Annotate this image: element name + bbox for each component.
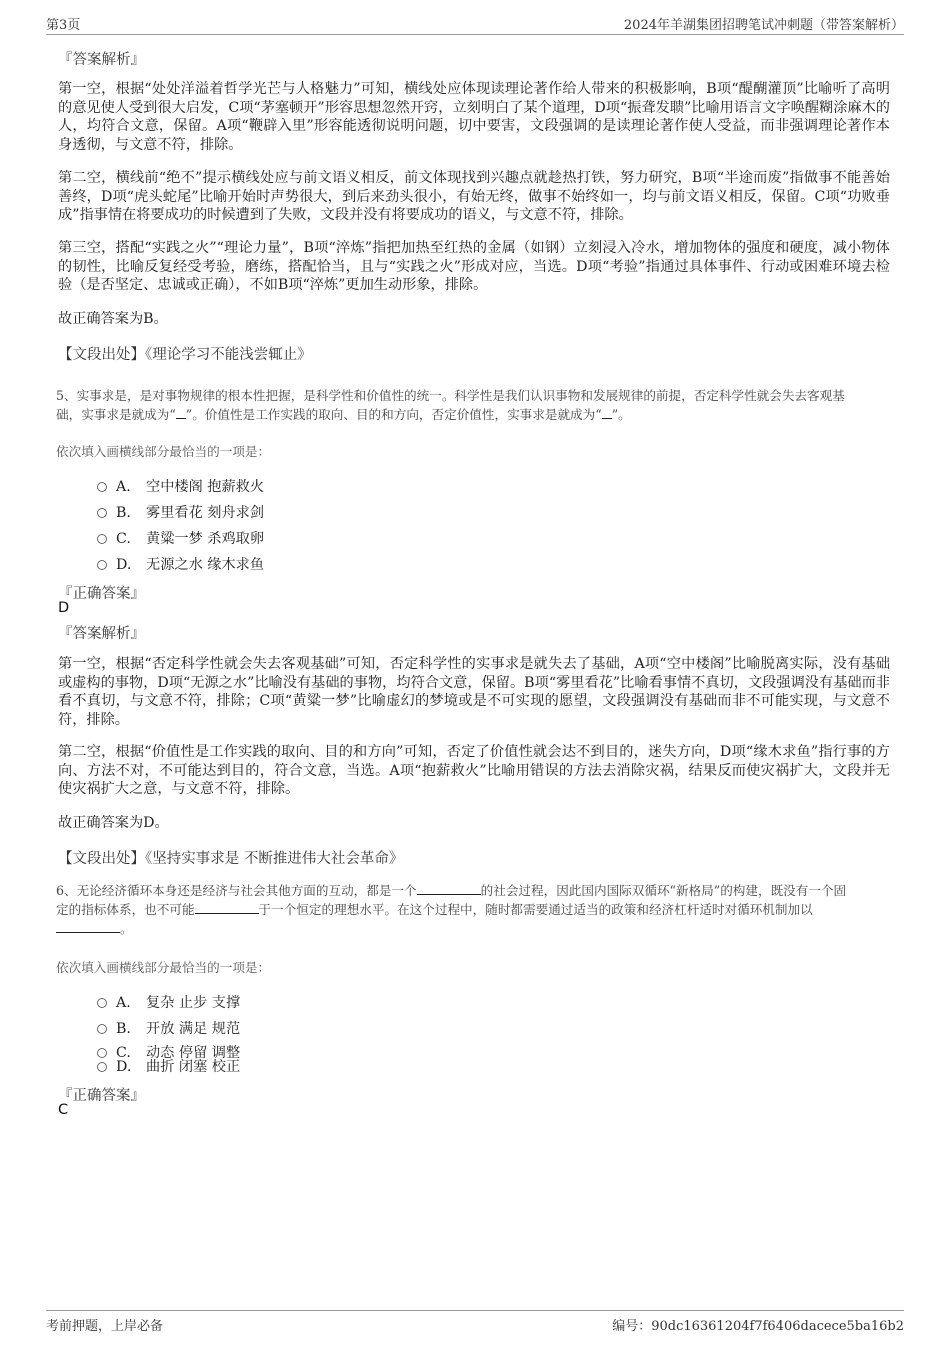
source-line: [58, 847, 403, 868]
option-b[interactable]: B. 雾里看花 刻舟求剑: [97, 502, 264, 522]
question-stem: [56, 881, 894, 938]
fill-blank: [56, 932, 120, 933]
fill-blank: [195, 913, 259, 914]
radio-icon[interactable]: [97, 482, 107, 492]
source-prefix: 【文段出处】: [58, 347, 145, 363]
option-d[interactable]: D. 无源之水 缘木求鱼: [97, 554, 264, 574]
correct-answer-label: 『正确答案』: [58, 586, 145, 602]
question-prompt: 依次填入画横线部分最恰当的一项是：: [56, 960, 271, 975]
question-stem-line: 。: [56, 919, 894, 938]
conclusion: 故正确答案为B。: [58, 311, 168, 327]
option-c[interactable]: C. 黄粱一梦 杀鸡取卵: [97, 528, 264, 548]
page-footer: [46, 1310, 904, 1333]
radio-icon[interactable]: [97, 1024, 107, 1034]
option-b[interactable]: B. 开放 满足 规范: [97, 1018, 240, 1038]
option-d[interactable]: D. 曲折 闭塞 校正: [97, 1056, 240, 1076]
source-line: [58, 343, 312, 364]
correct-answer: D: [58, 600, 70, 616]
analysis-label: 『答案解析』: [58, 626, 145, 642]
analysis-paragraph: 第一空，根据“处处洋溢着哲学光芒与人格魅力”可知，横线处应体现读理论著作给人带来的积极影响，B项“醍醐灌顶”比喻听了高明的意见使人受到很大启发，C项“茅塞顿开”形容思想忽然开窍，立刻明白了某个道理，D项“振聋发聩”比喻用语言文字唤醒糊涂麻木的人，均符合文意，保留。A项“鞭辟入里”形容能透彻说明问题，切中要害，文段强调的是读理论著作使人受益，而非强调理论著作本身透彻，与文意不符，排除。: [58, 81, 890, 153]
question-stem-line: 定的指标体系，也不可能 于一个恒定的理想水平。在这个过程中，随时都需要通过适当的政策和经济杠杆适时对循环机制加以: [56, 902, 813, 917]
analysis-paragraph: 第一空，根据“否定科学性就会失去客观基础”可知，否定科学性的实事求是就失去了基础，A项“空中楼阁”比喻脱离实际，没有基础或虚构的事物，D项“无源之水”比喻没有基础的事物，均符合文意，保留。B项“雾里看花”比喻看事情不真切，文段强调没有基础而非看不真切，与文意不符，排除；C项“黄粱一梦”比喻虚幻的梦境或是不可实现的愿望，文段强调没有基础而非不可能实现，与文意不符，排除。: [58, 656, 890, 728]
question-stem-line: 础，实事求是就成为“ ”。价值性是工作实践的取向、目的和方向，否定价值性，实事求是就成为“ ”。: [56, 407, 631, 422]
analysis-paragraph: 第二空，横线前“绝不”提示横线处应与前文语义相反，前文体现找到兴趣点就趁热打铁，努力研究，B项“半途而废”指做事不能善始善终，D项“虎头蛇尾”比喻开始时声势很大，到后来劲头很小，有始无终，做事不始终如一，均与前文语义相反，保留。C项“功败垂成”指事情在将要成功的时候遭到了失败，文段并没有将要成功的语义，与文意不符，排除。: [58, 170, 890, 223]
option-a[interactable]: A. 空中楼阁 抱薪救火: [97, 476, 264, 496]
source-prefix: 【文段出处】: [58, 851, 145, 867]
analysis-label: 『答案解析』: [58, 52, 145, 68]
source-title: 《理论学习不能浅尝辄止》: [145, 347, 312, 363]
fill-blank: [176, 418, 186, 419]
radio-icon[interactable]: [97, 998, 107, 1008]
page-number: 第3页: [46, 18, 81, 33]
question-prompt: 依次填入画横线部分最恰当的一项是：: [56, 444, 271, 459]
fill-blank: [417, 894, 481, 895]
page-header: [46, 12, 904, 35]
conclusion: 故正确答案为D。: [58, 815, 169, 831]
question-stem-line: 5、实事求是，是对事物规律的根本性把握，是科学性和价值性的统一。科学性是我们认识事物和发展规律的前提，否定科学性就会失去客观基: [56, 388, 845, 403]
source-title: 《坚持实事求是 不断推进伟大社会革命》: [145, 851, 404, 867]
radio-icon[interactable]: [97, 1062, 107, 1072]
option-a[interactable]: A. 复杂 止步 支撑: [97, 992, 240, 1012]
correct-answer: C: [58, 1102, 69, 1118]
radio-icon[interactable]: [97, 508, 107, 518]
footer-slogan: 考前押题，上岸必备: [46, 1319, 164, 1334]
option-c[interactable]: C. 动态 停留 调整: [97, 1042, 240, 1062]
question-stem: [56, 386, 894, 424]
correct-answer-label: 『正确答案』: [58, 1088, 145, 1104]
document-id: 编号：90dc16361204f7f6406dacece5ba16b2: [612, 1319, 904, 1334]
radio-icon[interactable]: [97, 560, 107, 570]
analysis-paragraph: 第三空，搭配“实践之火”“理论力量”，B项“淬炼”指把加热至红热的金属（如钢）立刻浸入冷水，增加物体的强度和硬度，减小物体的韧性，比喻反复经受考验，磨练，搭配恰当，且与“实践之火”形成对应，当选。D项“考验”指通过具体事件、行动或困难环境去检验（是否坚定、忠诚或正确），不如B项“淬炼”更加生动形象，排除。: [58, 240, 890, 293]
document-title: 2024年羊湖集团招聘笔试冲刺题（带答案解析）: [623, 18, 904, 33]
radio-icon[interactable]: [97, 534, 107, 544]
question-stem-line: 6、无论经济循环本身还是经济与社会其他方面的互动，都是一个 的社会过程，因此国内国际双循环“新格局”的构建，既没有一个固: [56, 883, 847, 898]
fill-blank: [602, 418, 612, 419]
analysis-paragraph: 第二空，根据“价值性是工作实践的取向、目的和方向”可知，否定了价值性就会达不到目的，迷失方向，D项“缘木求鱼”指行事的方向、方法不对，不可能达到目的，符合文意，当选。A项“抱薪救火”比喻用错误的方法去消除灾祸，结果反而使灾祸扩大，文段并无使灾祸扩大之意，与文意不符，排除。: [58, 744, 890, 797]
